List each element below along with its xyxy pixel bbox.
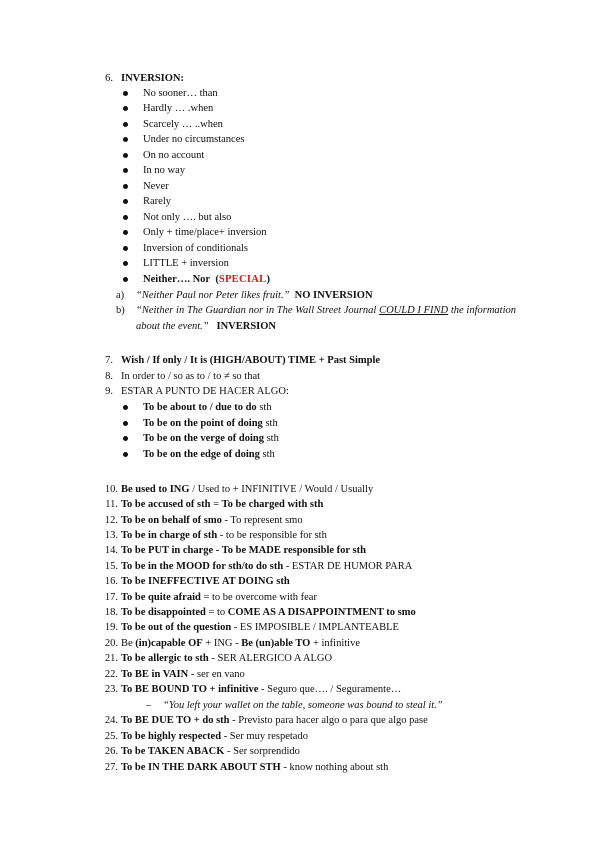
paren-open: ( bbox=[215, 274, 219, 285]
example-b-tag: INVERSION bbox=[216, 320, 276, 332]
bullet-dot bbox=[123, 137, 128, 142]
phrase-rest: - Ser sorprendido bbox=[224, 746, 300, 757]
phrase-bold: To BE in VAIN bbox=[121, 669, 189, 680]
section-8-text: In order to / so as to / to ≠ so that bbox=[121, 371, 261, 382]
example-b-part2: the information about the event.” bbox=[136, 305, 517, 332]
phrase-bold: To be out of the question bbox=[121, 622, 232, 633]
bullet-dot bbox=[123, 184, 128, 189]
list-item: On no account bbox=[143, 150, 205, 161]
section-7-number: 7. bbox=[105, 355, 113, 366]
phrase-bold-2: Be (un)able TO bbox=[241, 638, 311, 649]
list-item: No sooner… than bbox=[143, 88, 218, 99]
section-6-title: INVERSION: bbox=[121, 73, 185, 84]
phrase-rest: - ES IMPOSIBLE / IMPLANTEABLE bbox=[231, 622, 399, 633]
section-8-number: 8. bbox=[105, 371, 113, 382]
section-7-text: Wish / If only / It is (HIGH/ABOUT) TIME + Past Simple bbox=[121, 355, 381, 366]
bullet-dot bbox=[123, 452, 128, 457]
bullet-dot bbox=[123, 246, 128, 251]
example-a-label: a) bbox=[116, 290, 125, 301]
example-b-underlined: COULD I FIND bbox=[379, 305, 449, 316]
bullet-dot bbox=[123, 261, 128, 266]
example-b bbox=[136, 303, 516, 334]
list-item: Hardly … .when bbox=[143, 103, 214, 114]
list-item bbox=[121, 682, 401, 698]
bullet-dot bbox=[123, 106, 128, 111]
phrase-bold: To be INEFFECTIVE AT DOING sth bbox=[121, 576, 290, 587]
item-number: 18. bbox=[104, 607, 118, 618]
phrase-bold: To be on the point of doing bbox=[143, 418, 263, 429]
phrase-rest: - know nothing about sth bbox=[280, 762, 389, 773]
list-item bbox=[121, 651, 332, 667]
bullet-dot bbox=[123, 122, 128, 127]
list-item: Scarcely … ..when bbox=[143, 119, 223, 130]
list-item bbox=[121, 713, 428, 729]
item-number: 13. bbox=[104, 530, 118, 541]
phrase-rest-2: + infinitive bbox=[310, 638, 360, 649]
example-a-quote: “Neither Paul nor Peter likes fruit.” bbox=[136, 290, 290, 301]
phrase-rest: = to bbox=[205, 607, 228, 618]
bullet-dot bbox=[123, 421, 128, 426]
phrase-bold: (in)capable OF bbox=[135, 638, 203, 649]
list-item: Not only …. but also bbox=[143, 212, 232, 223]
list-item bbox=[121, 667, 245, 683]
phrase-rest: sth bbox=[256, 402, 272, 413]
list-item bbox=[121, 729, 308, 745]
list-item bbox=[121, 513, 303, 529]
bullet-dot bbox=[123, 277, 128, 282]
list-item: Inversion of conditionals bbox=[143, 243, 248, 254]
item-number: 14. bbox=[104, 545, 118, 556]
phrase-rest: sth bbox=[263, 433, 279, 444]
item-number: 15. bbox=[104, 561, 118, 572]
item-number: 17. bbox=[104, 592, 118, 603]
item-number: 22. bbox=[104, 669, 118, 680]
list-item bbox=[143, 447, 275, 463]
phrase-bold-2: To be charged with sth bbox=[221, 499, 324, 510]
phrase-bold: To be about to / due to do bbox=[143, 402, 257, 413]
list-item bbox=[121, 636, 360, 652]
list-item bbox=[121, 497, 323, 513]
bullet-dot bbox=[123, 199, 128, 204]
item-number: 26. bbox=[104, 746, 118, 757]
phrase-bold: To be IN THE DARK ABOUT STH bbox=[121, 762, 281, 773]
list-item bbox=[121, 482, 373, 498]
section-9-title: ESTAR A PUNTO DE HACER ALGO: bbox=[121, 386, 289, 397]
phrase-rest: - SER ALERGICO A ALGO bbox=[208, 653, 333, 664]
item-number: 25. bbox=[104, 731, 118, 742]
list-item: LITTLE + inversion bbox=[143, 258, 229, 269]
phrase-bold: To be in charge of sth bbox=[121, 530, 218, 541]
phrase-bold: To be disappointed bbox=[121, 607, 206, 618]
phrase-bold: Be used to ING bbox=[121, 484, 190, 495]
item-number: 11. bbox=[105, 499, 118, 510]
list-item: Rarely bbox=[143, 196, 171, 207]
phrase-bold: To be allergic to sth bbox=[121, 653, 209, 664]
phrase-rest: - To represent smo bbox=[221, 515, 303, 526]
bullet-dot bbox=[123, 230, 128, 235]
phrase-bold: To be TAKEN ABACK bbox=[121, 746, 225, 757]
phrase-rest: - Seguro que…. / Seguramente… bbox=[258, 684, 402, 695]
item-number: 24. bbox=[104, 715, 118, 726]
item-23-example: “You left your wallet on the table, someone was bound to steal it.” bbox=[163, 700, 443, 711]
example-b-label: b) bbox=[116, 305, 125, 316]
phrase-bold: To be highly respected bbox=[121, 731, 222, 742]
item-number: 19. bbox=[104, 622, 118, 633]
list-item bbox=[121, 760, 388, 776]
list-item bbox=[121, 528, 327, 544]
list-item bbox=[121, 620, 399, 636]
item-number: 27. bbox=[104, 762, 118, 773]
phrase-rest: - Previsto para hacer algo o para que algo pase bbox=[229, 715, 428, 726]
example-b-part1: “Neither in The Guardian nor in The Wall Street Journal bbox=[136, 305, 377, 316]
list-item-neither-nor bbox=[143, 272, 270, 288]
section-6-number: 6. bbox=[105, 73, 113, 84]
example-dash: – bbox=[146, 700, 152, 711]
item-number: 20. bbox=[104, 638, 118, 649]
bullet-dot bbox=[123, 168, 128, 173]
phrase-bold-2: COME AS A DISAPPOINTMENT to smo bbox=[227, 607, 416, 618]
list-item bbox=[121, 744, 300, 760]
item-number: 12. bbox=[104, 515, 118, 526]
phrase-bold: To BE BOUND TO + infinitive bbox=[121, 684, 259, 695]
phrase-bold: To BE DUE TO + do sth bbox=[121, 715, 230, 726]
phrase-rest: sth bbox=[262, 418, 278, 429]
list-item: Only + time/place+ inversion bbox=[143, 227, 267, 238]
item-number: 23. bbox=[104, 684, 118, 695]
list-item bbox=[121, 559, 412, 575]
list-item bbox=[121, 590, 317, 606]
phrase-rest: + ING - bbox=[202, 638, 242, 649]
phrase-bold: To be on the edge of doing bbox=[143, 449, 260, 460]
phrase-rest: - ESTAR DE HUMOR PARA bbox=[283, 561, 413, 572]
list-item bbox=[143, 431, 279, 447]
phrase-rest: = to be overcome with fear bbox=[200, 592, 317, 603]
item-number: 21. bbox=[104, 653, 118, 664]
bullet-dot bbox=[123, 91, 128, 96]
phrase-bold: To be in the MOOD for sth/to do sth bbox=[121, 561, 284, 572]
list-item: In no way bbox=[143, 165, 185, 176]
phrase-rest: / Used to + INFINITIVE / Would / Usually bbox=[189, 484, 374, 495]
phrase-bold: To be accused of sth bbox=[121, 499, 211, 510]
section-9-number: 9. bbox=[105, 386, 113, 397]
list-item: Never bbox=[143, 181, 169, 192]
bullet-dot bbox=[123, 405, 128, 410]
phrase-rest: - to be responsible for sth bbox=[217, 530, 327, 541]
phrase-rest: - Ser muy respetado bbox=[221, 731, 308, 742]
bullet-dot bbox=[123, 436, 128, 441]
phrase-bold: To be on the verge of doing bbox=[143, 433, 264, 444]
special-label: SPECIAL bbox=[218, 274, 267, 285]
list-item bbox=[143, 400, 272, 416]
phrase-bold: To be on behalf of smo bbox=[121, 515, 222, 526]
example-a-tag: NO INVERSION bbox=[294, 290, 373, 301]
bullet-dot bbox=[123, 215, 128, 220]
phrase-pre: Be bbox=[121, 638, 136, 649]
item-number: 10. bbox=[104, 484, 118, 495]
bullet-dot bbox=[123, 153, 128, 158]
list-item bbox=[121, 543, 366, 559]
phrase-rest: sth bbox=[259, 449, 275, 460]
phrase-rest: = bbox=[210, 499, 222, 510]
item-number: 16. bbox=[104, 576, 118, 587]
list-item bbox=[121, 605, 416, 621]
list-item bbox=[121, 574, 290, 590]
neither-nor-text: Neither…. Nor bbox=[143, 274, 211, 285]
phrase-bold: To be quite afraid bbox=[121, 592, 201, 603]
phrase-rest: - ser en vano bbox=[188, 669, 245, 680]
list-item bbox=[143, 416, 278, 432]
example-a bbox=[136, 288, 373, 304]
list-item: Under no circumstances bbox=[143, 134, 245, 145]
paren-close: ) bbox=[266, 274, 270, 285]
phrase-bold: To be PUT in charge - To be MADE responsible for sth bbox=[121, 545, 366, 556]
